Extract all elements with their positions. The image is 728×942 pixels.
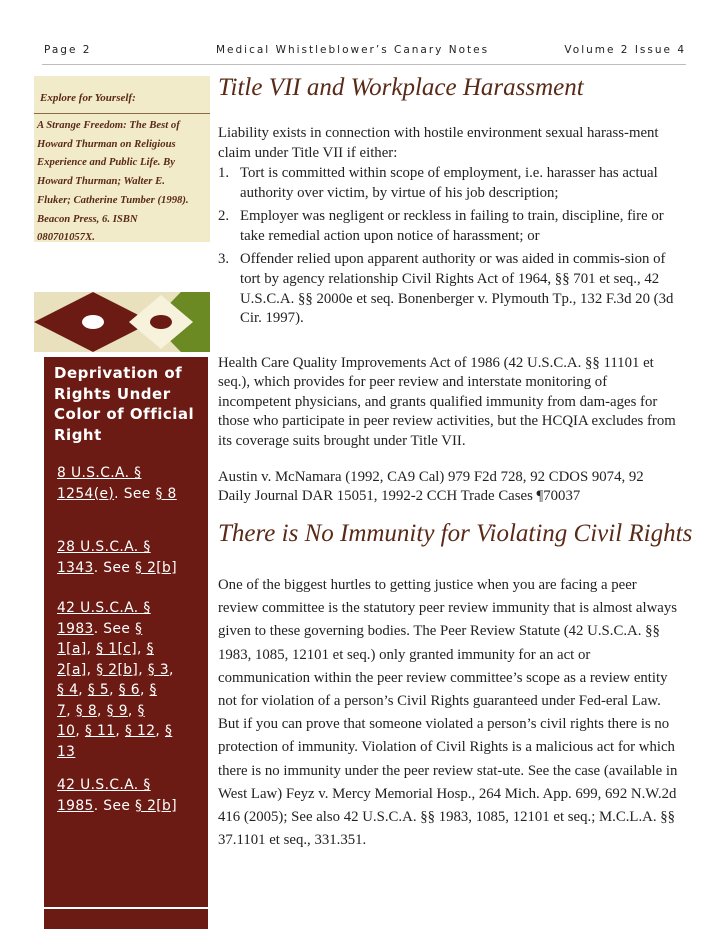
- liability-list: [218, 164, 680, 333]
- citation-line: [57, 796, 207, 817]
- hcqia-text: Health Care Quality Improvements Act of 1986 (42 U.S.C.A. §§ 11101 et seq.), which provides for peer review and interstate monitoring of incompetent physicians, and grants qualified immunity from dam-ages for those who participate in peer review activities, but the HCQIA excludes from its coverage suits brought under Title VII.: [218, 355, 676, 449]
- citation-line: [57, 537, 207, 558]
- citation-line: [57, 463, 207, 484]
- article-title-no-immunity: There is No Immunity for Violating Civil Rights: [218, 520, 693, 547]
- explore-line: Fluker; Catherine Tumber (1998).: [37, 193, 189, 206]
- citation-link[interactable]: §: [146, 641, 154, 657]
- case-citation-text: Austin v. McNamara (1992, CA9 Cal) 979 F2d 728, 92 CDOS 9074, 92 Daily Journal DAR 15051, 1992-2 CCH Trade Cases ¶70037: [218, 469, 644, 505]
- citation-link[interactable]: § 2[b]: [135, 559, 178, 576]
- citation-link[interactable]: §: [137, 702, 145, 719]
- list-number: 2.: [218, 208, 230, 225]
- citation-separator: ,: [115, 723, 125, 739]
- citation-link[interactable]: § 8: [75, 702, 98, 719]
- citation-link[interactable]: 1254(e): [57, 485, 115, 502]
- list-item: [218, 250, 680, 328]
- title-line: Rights Under: [54, 384, 171, 403]
- list-text: Offender relied upon apparent authority or was aided in commis-sion of tort by agency relationship Civil Rights Act of 1964, §§ 701 et seq., 42 U.S.C.A. §§ 2000e et seq. Bonenberger v. Plymouth Tp., 132 F.3d 20 (3d Cir. 1997).: [240, 251, 674, 327]
- citation-line: [57, 701, 207, 722]
- citation-link[interactable]: 7: [57, 702, 67, 719]
- citation-line: [57, 558, 207, 579]
- ornament-dot-white: [82, 315, 104, 329]
- citation-line: [57, 598, 207, 619]
- citation-separator: ,: [75, 723, 85, 739]
- citation-separator: . See: [93, 620, 136, 637]
- citation-link[interactable]: § 2[b]: [135, 797, 178, 814]
- article-intro: [218, 124, 680, 163]
- citation-separator: ,: [169, 661, 174, 678]
- explore-citation: [37, 116, 209, 247]
- citation-link[interactable]: § 9: [106, 702, 128, 719]
- title-line: Deprivation of: [54, 364, 183, 382]
- explore-line: Experience and Public Life. By: [37, 156, 176, 169]
- citation-line: [57, 484, 207, 505]
- citation-separator: ,: [137, 641, 147, 657]
- list-text: Employer was negligent or reckless in failing to train, discipline, fire or take remedial action upon notice of harassment; or: [240, 208, 664, 244]
- article-body-text: One of the biggest hurtles to getting justice when you are facing a peer review committee is the statutory peer review immunity that is almost always given to these governing bodies. The Peer Review Statute (42 U.S.C.A. §§ 1983, 1085, 12101 et seq.) only granted immunity for an act or communication within the peer review committee’s scope as a review entity not for violation of a person’s Civil Rights guaranteed under Fed-eral Law. But if you can prove that someone violated a person’s civil rights there is no protection of immunity. Violation of Civil Rights is a malicious act for which there is no immunity under the peer review stat-ute. See the case (available in West Law) Feyz v. Mercy Memorial Hosp., 264 Mich. App. 699, 692 N.W.2d 416 (2005); See also 42 U.S.C.A. §§ 1983, 1085, 12101 et seq.; M.C.L.A. §§ 37.1101 et seq., 331.351.: [218, 577, 678, 849]
- citation-link[interactable]: 1983: [57, 620, 94, 637]
- citation-link[interactable]: § 8: [155, 485, 177, 502]
- list-number: 3.: [218, 251, 230, 268]
- sidebar-bottom-rule: [44, 907, 208, 909]
- hcqia-paragraph: [218, 354, 680, 451]
- legal-sidebar: [44, 357, 208, 929]
- explore-line: A Strange Freedom: The Best of: [37, 119, 180, 131]
- citation-separator: ,: [109, 682, 119, 698]
- volume-issue: Volume 2 Issue 4: [564, 44, 686, 56]
- citation-link[interactable]: 28 U.S.C.A. §: [57, 539, 151, 555]
- citation-block-42-usca-1983: [57, 598, 207, 762]
- article-title-title-vii: Title VII and Workplace Harassment: [218, 74, 584, 101]
- citation-link[interactable]: §: [165, 723, 173, 739]
- citation-link[interactable]: 10: [57, 723, 76, 739]
- citation-line: [57, 775, 207, 796]
- citation-link[interactable]: § 1[c]: [96, 641, 138, 657]
- case-citation-paragraph: [218, 468, 680, 507]
- citation-line: [57, 742, 207, 763]
- intro-paragraph: Liability exists in connection with hostile environment sexual harass-ment claim under Title VII if either:: [218, 125, 659, 161]
- citation-line: [57, 619, 207, 640]
- citation-link[interactable]: § 2[b]: [96, 661, 139, 678]
- citation-separator: ,: [78, 682, 88, 698]
- citation-separator: . See: [93, 797, 136, 814]
- citation-link[interactable]: 8 U.S.C.A. §: [57, 465, 142, 481]
- citation-separator: ,: [127, 702, 138, 719]
- citation-line: [57, 721, 207, 742]
- citation-separator: ,: [139, 682, 150, 698]
- header-divider: [42, 64, 686, 65]
- citation-separator: . See: [93, 559, 136, 576]
- citation-line: [57, 639, 207, 660]
- title-line: Color of Official: [54, 405, 195, 423]
- list-number: 1.: [218, 165, 230, 181]
- citation-link[interactable]: § 6: [118, 682, 140, 698]
- citation-link[interactable]: § 5: [87, 682, 110, 698]
- citation-separator: ,: [86, 661, 97, 678]
- citation-separator: ,: [66, 702, 76, 719]
- explore-line: Howard Thurman; Walter E.: [37, 175, 165, 188]
- citation-link[interactable]: 42 U.S.C.A. §: [57, 600, 151, 616]
- explore-line: Howard Thurman on Religious: [37, 137, 176, 150]
- explore-title: Explore for Yourself:: [40, 92, 136, 104]
- citation-link[interactable]: 1985: [57, 797, 94, 814]
- list-item: [218, 207, 680, 246]
- explore-line: Beacon Press, 6. ISBN: [37, 212, 138, 225]
- publication-name: Medical Whistleblower’s Canary Notes: [216, 44, 490, 56]
- citation-separator: ,: [138, 661, 148, 678]
- citation-separator: . See: [114, 485, 156, 502]
- explore-divider: [34, 113, 210, 114]
- citation-block-8-usca-1254: [57, 463, 207, 504]
- citation-link[interactable]: § 11: [84, 723, 116, 739]
- citation-line: [57, 680, 207, 701]
- citation-line: [57, 660, 207, 681]
- explore-box: [34, 76, 210, 242]
- citation-block-28-usca-1343: [57, 537, 207, 578]
- citation-link[interactable]: § 3: [147, 661, 170, 678]
- citation-link[interactable]: 13: [57, 743, 76, 760]
- citation-link[interactable]: 1343: [57, 559, 94, 576]
- citation-link[interactable]: §: [149, 682, 157, 698]
- title-line: Right: [54, 425, 102, 444]
- citation-link[interactable]: § 4: [57, 682, 79, 698]
- citation-separator: ,: [97, 702, 107, 719]
- citation-link[interactable]: 42 U.S.C.A. §: [57, 777, 151, 793]
- list-text: Tort is committed within scope of employment, i.e. harasser has actual authority over victim, by virtue of his job description;: [240, 165, 658, 201]
- citation-separator: ,: [86, 641, 97, 657]
- citation-separator: ,: [155, 723, 165, 739]
- citation-link[interactable]: 1[a]: [57, 641, 87, 657]
- explore-line: 080701057X.: [37, 231, 95, 244]
- citation-block-42-usca-1985: [57, 775, 207, 816]
- article-body: [218, 574, 680, 852]
- citation-link[interactable]: § 12: [124, 723, 156, 739]
- page-header: [44, 44, 686, 60]
- list-item: [218, 164, 680, 203]
- legal-sidebar-title: [54, 363, 204, 445]
- page-number: Page 2: [44, 44, 92, 56]
- citation-link[interactable]: 2[a]: [57, 661, 87, 678]
- ornament-dot-dark: [150, 315, 172, 329]
- citation-link[interactable]: §: [135, 620, 143, 637]
- diamond-ornament: [34, 292, 210, 352]
